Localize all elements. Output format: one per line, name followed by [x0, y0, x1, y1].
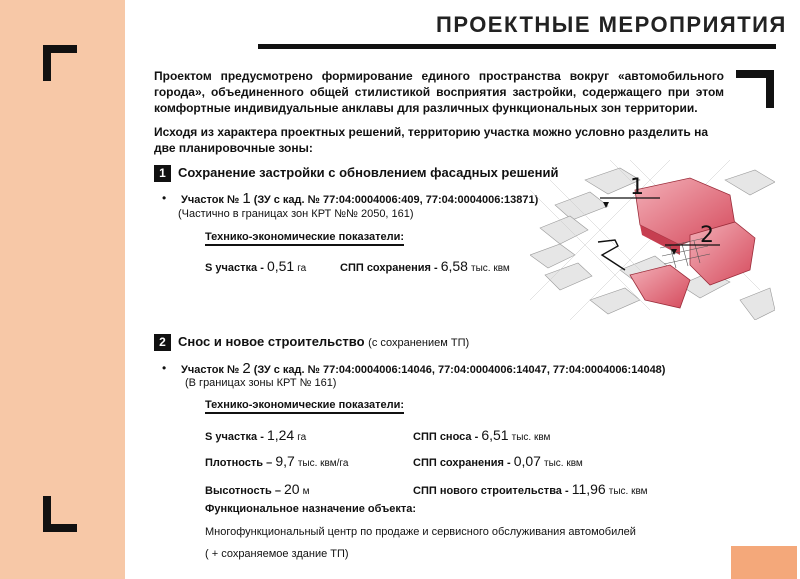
intro-paragraph: Проектом предусмотрено формирование единого пространства вокруг «автомобильного города», объединенного общей стилистикой восприятия застройки, содержащего при этом комфортные индивидуальные анклавы для различных функциональных зон территории.: [154, 69, 724, 115]
page-corner-badge: [731, 546, 797, 579]
title-underline: [258, 44, 776, 49]
section-2-function-note: ( + сохраняемое здание ТП): [205, 548, 349, 560]
section-1-teo-heading: Технико-экономические показатели:: [205, 231, 404, 246]
section-2-function-text: Многофункциональный центр по продаже и сервисного обслуживания автомобилей: [205, 526, 636, 538]
section-2-number: 2: [154, 334, 171, 351]
section-2-area: S участка - 1,24 га: [205, 427, 307, 443]
section-2-plot: Участок № 2 (ЗУ с кад. № 77:04:0004006:14046, 77:04:0004006:14047, 77:04:0004006:14048): [181, 360, 666, 377]
section-1-number: 1: [154, 165, 171, 182]
section-2-density: Плотность – 9,7 тыс. квм/га: [205, 453, 349, 469]
section-2-spp-demolition: СПП сноса - 6,51 тыс. квм: [413, 427, 551, 443]
zones-intro-paragraph: Исходя из характера проектных решений, территорию участка можно условно разделить на две планировочные зоны:: [154, 125, 709, 155]
section-1-plot: Участок № 1 (ЗУ с кад. № 77:04:0004006:409, 77:04:0004006:13871): [181, 190, 539, 207]
section-2-zones: (В границах зоны КРТ № 161): [185, 377, 337, 389]
section-2-height: Высотность – 20 м: [205, 481, 310, 497]
section-1-zones: (Частично в границах зон КРТ №№ 2050, 161): [178, 208, 414, 220]
sidebar-panel: [0, 0, 125, 579]
map-zone-label-2: 2: [700, 223, 714, 248]
section-2-title: Снос и новое строительство (с сохранением ТП): [178, 334, 470, 349]
section-2-spp-keep: СПП сохранения - 0,07 тыс. квм: [413, 453, 583, 469]
page-title: ПРОЕКТНЫЕ МЕРОПРИЯТИЯ: [436, 12, 787, 37]
map-zone-label-1: 1: [630, 175, 644, 200]
site-plan-map: [530, 160, 775, 320]
section-2-bullet: •: [162, 361, 167, 375]
section-1-title: Сохранение застройки с обновлением фасадных решений: [178, 165, 559, 180]
section-2-spp-new: СПП нового строительства - 11,96 тыс. квм: [413, 481, 648, 497]
section-1-bullet: •: [162, 191, 167, 205]
section-2-teo-heading: Технико-экономические показатели:: [205, 399, 404, 414]
section-2-function-heading: Функциональное назначение объекта:: [205, 503, 417, 515]
section-1-spp-keep: СПП сохранения - 6,58 тыс. квм: [340, 258, 510, 274]
section-1-area: S участка - 0,51 га: [205, 258, 307, 274]
